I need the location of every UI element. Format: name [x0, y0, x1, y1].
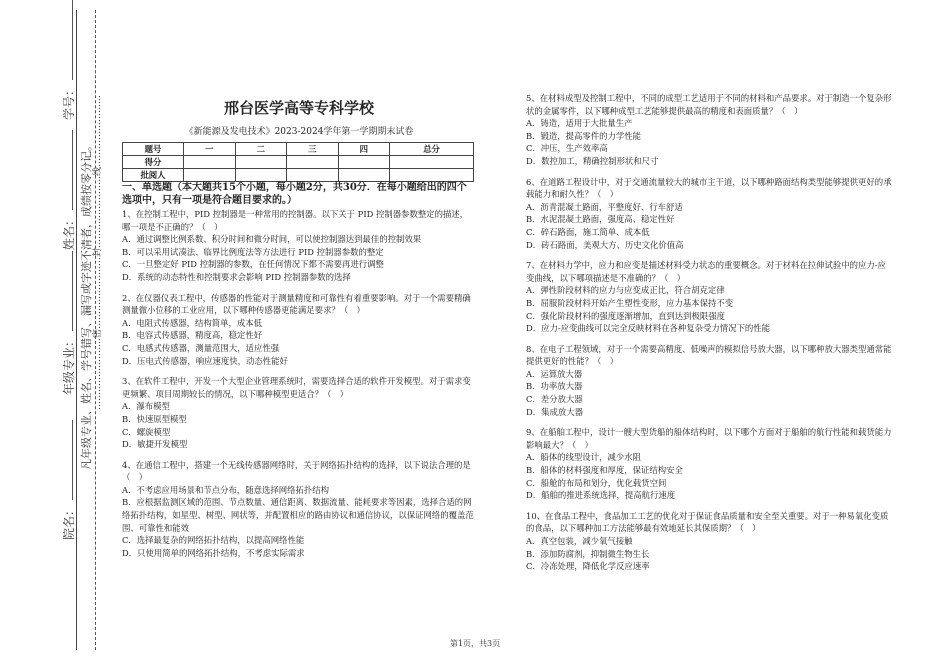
option[interactable]: D．压电式传感器，响应速度快，动态性能好 — [122, 355, 288, 366]
option[interactable]: B．快速原型模型 — [122, 413, 187, 424]
option[interactable]: C．选择最复杂的网络拓扑结构，以提高网络性能 — [122, 535, 305, 546]
binding-margin — [0, 0, 110, 672]
question-stem: 8、在电子工程领域，对于一个需要高精度、低噪声的模拟信号放大器，以下哪种放大器类型通常能提供更好的性能？（ ） — [526, 343, 892, 367]
reviewer-cell[interactable] — [338, 169, 390, 182]
option[interactable]: C．一旦整定好 PID 控制器的参数，在任何情况下都不需要再进行调整 — [122, 259, 384, 270]
question — [526, 259, 892, 335]
question-stem: 10、在食品工程中，食品加工工艺的优化对于保证食品质量和安全至关重要。对于一种易氧化变质的食品，以下哪种加工方法能够最有效地延长其保质期？（ ） — [526, 510, 889, 534]
option[interactable]: B．添加防腐剂，抑制微生物生长 — [526, 548, 650, 559]
option[interactable]: B．水泥混凝土路面，强度高、稳定性好 — [526, 214, 675, 225]
question-stem: 1、在控制工程中，PID 控制器是一种常用的控制器。以下关于 PID 控制器参数整定的描述，哪一项是不正确的？（ ） — [122, 209, 469, 232]
option[interactable]: C．螺旋模型 — [122, 426, 171, 437]
option[interactable]: C．冷冻处理，降低化学反应速率 — [526, 561, 650, 572]
left-column — [122, 208, 476, 567]
option[interactable]: A．运算放大器 — [526, 368, 583, 379]
option[interactable]: B．锻造，提高零件的力学性能 — [526, 130, 642, 141]
name-label: 姓名： — [60, 130, 77, 250]
option[interactable]: A．弹性阶段材料的应力与应变成正比，符合胡克定律 — [526, 285, 725, 296]
option[interactable]: D．敏捷开发模型 — [122, 439, 188, 450]
option[interactable]: A．船体的线型设计，减少水阻 — [526, 452, 641, 463]
reviewer-cell[interactable] — [287, 169, 339, 182]
option[interactable]: C．电感式传感器，测量范围大，适应性强 — [122, 342, 280, 353]
option[interactable]: B．船体的材料强度和厚度，保证结构安全 — [526, 465, 683, 476]
option[interactable]: D．砖石路面，美观大方、历史文化价值高 — [526, 239, 684, 250]
question — [526, 92, 892, 168]
option[interactable]: D．数控加工，精确控制形状和尺寸 — [526, 155, 659, 166]
score-cell[interactable] — [338, 156, 390, 169]
score-header-cell: 题号 — [123, 143, 184, 156]
score-header-cell: 总分 — [390, 143, 474, 156]
question-stem: 4、在通信工程中，搭建一个无线传感器网络时，关于网络拓扑结构的选择，以下说法合理的是（ ） — [122, 459, 471, 483]
page-footer: 第1页，共3页 — [449, 639, 501, 648]
score-cell[interactable] — [287, 156, 339, 169]
question — [526, 343, 892, 419]
warning-note: 凡年级专业、姓名、学号错写、漏写或字迹不清者，成绩按零分记。 — [80, 140, 93, 470]
school-blank[interactable] — [62, 420, 73, 500]
reviewer-cell[interactable] — [184, 169, 236, 182]
question-stem: 6、在道路工程设计中，对于交通流量较大的城市主干道，以下哪种路面结构类型能够提供更好的承载能力和耐久性？（ ） — [526, 176, 892, 200]
major-label: 年级专业： — [60, 251, 77, 395]
exam-subtitle: 《新能源及发电技术》2023-2024学年第一学期期末试卷 — [184, 127, 414, 137]
question — [526, 176, 892, 252]
score-header-cell: 二 — [235, 143, 287, 156]
question — [122, 292, 476, 368]
option[interactable]: C．船舱的布局和划分，优化载货空间 — [526, 477, 667, 488]
question — [122, 208, 476, 284]
option[interactable]: D．集成放大器 — [526, 406, 583, 417]
reviewer-cell[interactable] — [235, 169, 287, 182]
major-blank[interactable] — [62, 251, 73, 331]
reviewer-row-label: 批阅人 — [123, 169, 184, 182]
question-stem: 5、在材料成型及控制工程中，不同的成型工艺适用于不同的材料和产品要求。对于制造一个复杂形状的金属零件，以下哪种成型工艺能够提供最高的精度和表面质量？（ ） — [526, 93, 892, 116]
option[interactable]: D．只使用简单的网络拓扑结构，不考虑实际需求 — [122, 547, 305, 558]
option[interactable]: A．铸造，适用于大批量生产 — [526, 118, 633, 129]
question — [122, 375, 476, 451]
question-stem: 7、在材料力学中，应力和应变是描述材料受力状态的重要概念。对于材料在拉伸试验中的应力-应变曲线，以下哪项描述是不准确的？（ ） — [526, 260, 886, 283]
question — [526, 426, 892, 502]
right-column — [526, 92, 892, 581]
school-title: 邢台医学高等专科学校 — [223, 99, 374, 117]
score-cell[interactable] — [184, 156, 236, 169]
option[interactable]: B．屈服阶段材料开始产生塑性变形，应力基本保持不变 — [526, 297, 734, 308]
option[interactable]: B．应根据监测区域的范围、节点数量、通信距离、数据流量、能耗要求等因素，选择合适的网络拓扑结构，如星型、树型、网状等，并配置相应的路由协议和通信协议，以保证网络的覆盖范围、可靠性和能效 — [122, 497, 474, 533]
question-stem: 3、在软件工程中，开发一个大型企业管理系统时，需要选择合适的软件开发模型。对于需求变更频繁、项目周期较长的情况，以下哪种模型更适合？（ ） — [122, 376, 471, 399]
option[interactable]: A．瀑布模型 — [122, 401, 170, 412]
question-stem: 2、在仪器仪表工程中，传感器的性能对于测量精度和可靠性有着重要影响。对于一个需要精确测量微小位移的工业应用，以下哪种传感器更能满足要求？（ ） — [122, 292, 471, 316]
reviewer-row — [123, 169, 474, 182]
option[interactable]: D．应力-应变曲线可以完全反映材料在各种复杂受力情况下的性能 — [526, 323, 771, 334]
exam-no-label: 学号： — [60, 0, 77, 120]
seal-line-text: ……………………密……………………封……………………线…………………… — [93, 94, 103, 410]
school-label: 院名： — [60, 420, 77, 540]
option[interactable]: B．可以采用试凑法、临界比例度法等方法进行 PID 控制器参数的整定 — [122, 246, 384, 257]
option[interactable]: B．功率放大器 — [526, 381, 583, 392]
exam-no-blank[interactable] — [62, 0, 73, 80]
option[interactable]: A．通过调整比例系数、积分时间和微分时间，可以使控制器达到最佳的控制效果 — [122, 234, 422, 245]
option[interactable]: B．电容式传感器，精度高，稳定性好 — [122, 330, 263, 341]
score-cell[interactable] — [390, 156, 474, 169]
option[interactable]: C．强化阶段材料的强度逐渐增加，直到达到极限强度 — [526, 310, 726, 321]
question-stem: 9、在船舶工程中，设计一艘大型货船的船体结构时，以下哪个方面对于船舶的航行性能和载货能力影响最大？（ ） — [526, 427, 892, 450]
section-heading: 一、单选题（本大题共15个小题，每小题2分，共30分．在每小题给出的四个选项中，只有一项是符合题目要求的。） — [122, 182, 467, 206]
score-table-header-row — [123, 143, 474, 156]
score-header-cell: 四 — [338, 143, 390, 156]
option[interactable]: C．冲压，生产效率高 — [526, 143, 608, 154]
option[interactable]: A．沥青混凝土路面，平整度好、行车舒适 — [526, 201, 683, 212]
score-header-cell: 一 — [184, 143, 236, 156]
score-cell[interactable] — [235, 156, 287, 169]
option[interactable]: A．真空包装，减少氧气接触 — [526, 536, 633, 546]
score-header-cell: 三 — [287, 143, 339, 156]
option[interactable]: D．系统的动态特性和控制要求会影响 PID 控制器参数的选择 — [122, 271, 351, 282]
option[interactable]: A．电阻式传感器，结构简单，成本低 — [122, 317, 263, 328]
name-blank[interactable] — [62, 130, 73, 210]
option[interactable]: D．船舶的推进系统选择，提高航行速度 — [526, 490, 676, 501]
option[interactable]: C．碎石路面，施工简单、成本低 — [526, 226, 650, 237]
option[interactable]: C．差分放大器 — [526, 394, 583, 405]
score-row — [123, 156, 474, 169]
score-row-label: 得分 — [123, 156, 184, 169]
score-table — [122, 142, 474, 182]
question — [122, 459, 476, 560]
reviewer-cell[interactable] — [390, 169, 474, 182]
option[interactable]: A．不考虑应用场景和节点分布，随意选择网络拓扑结构 — [122, 484, 330, 495]
question — [526, 510, 892, 573]
